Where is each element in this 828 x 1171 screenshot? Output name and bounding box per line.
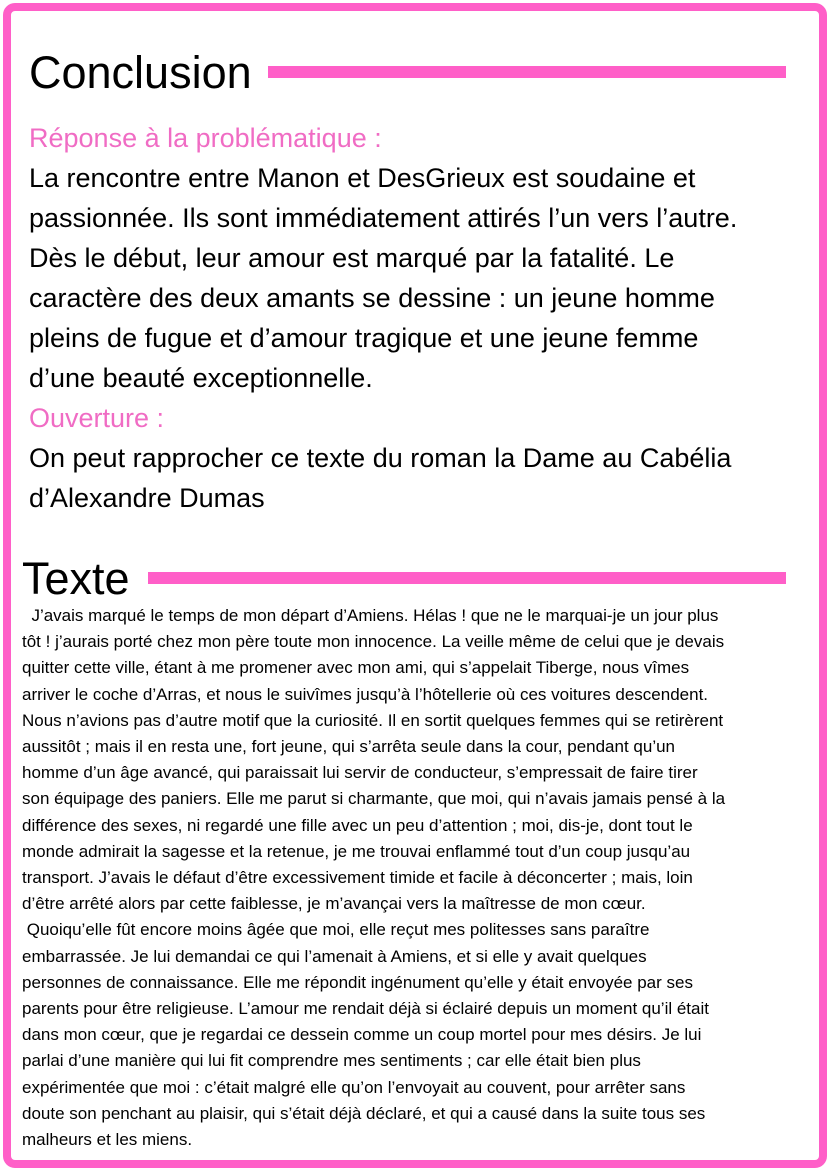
texte-title: Texte [22,553,130,604]
excerpt-line: aussitôt ; mais il en resta une, fort jeune, qui s’arrêta seule dans la cour, pendant qu’un [22,737,676,757]
excerpt-line: son équipage des paniers. Elle me parut si charmante, que moi, qui n’avais jamais pensé à la [22,789,726,809]
excerpt-line: J’avais marqué le temps de mon départ d’Amiens. Hélas ! que ne le marquai-je un jour plus [22,606,719,625]
reponse-line: caractère des deux amants se dessine : un jeune homme [29,283,715,313]
excerpt-line: doute son penchant au plaisir, qui s’était déjà déclaré, et qui a causé dans la suite tous ses [22,1103,706,1123]
excerpt-line: tôt ! j’aurais porté chez mon père toute mon innocence. La veille même de celui que je devais [22,632,725,652]
excerpt-line: monde admirait la sagesse et la retenue, je me trouvai enflammé tout d’un coup jusqu’au [22,841,691,861]
excerpt-line: d’être arrêté alors par cette faiblesse, je m’avançai vers la maîtresse de mon cœur. [22,894,646,914]
ouverture-label: Ouverture : [29,403,165,433]
excerpt-line: transport. J’avais le défaut d’être excessivement timide et facile à déconcerter ; mais, loin [22,868,693,888]
excerpt-line: différence des sexes, ni regardé une fille avec un peu d’attention ; moi, dis-je, dont tout le [22,815,693,835]
reponse-paragraph [29,158,809,398]
conclusion-heading-row [29,47,252,98]
excerpt-line: quitter cette ville, étant à me promener avec mon ami, qui s’appelait Tiberge, nous vîmes [22,658,690,678]
excerpt-line: dans mon cœur, que je regardai ce dessein comme un coup mortel pour mes désirs. Je lui [22,1025,702,1045]
reponse-line: d’une beauté exceptionnelle. [29,363,373,393]
texte-title-bar [148,572,786,584]
excerpt-line: arriver le coche d’Arras, et nous le suivîmes jusqu’à l’hôtellerie où ces voitures descendent. [22,684,709,704]
reponse-line: pleins de fugue et d’amour tragique et une jeune femme [29,323,699,353]
conclusion-body [29,118,809,518]
conclusion-title: Conclusion [29,47,252,98]
ouverture-paragraph [29,438,809,518]
ouverture-line: d’Alexandre Dumas [29,483,265,513]
reponse-line: La rencontre entre Manon et DesGrieux est soudaine et [29,163,696,193]
reponse-line: passionnée. Ils sont immédiatement attirés l’un vers l’autre. [29,203,738,233]
excerpt-line: malheurs et les miens. [22,1130,193,1150]
reponse-line: Dès le début, leur amour est marqué par la fatalité. Le [29,243,675,273]
excerpt-line: Nous n’avions pas d’autre motif que la curiosité. Il en sortit quelques femmes qui se retirèrent [22,710,724,730]
excerpt-line: personnes de connaissance. Elle me répondit ingénument qu’elle y était envoyée par ses [22,972,693,992]
texte-excerpt [22,603,807,1153]
excerpt-line: embarrassée. Je lui demandai ce qui l’amenait à Amiens, et si elle y avait quelques [22,946,647,966]
conclusion-title-bar [268,66,786,78]
excerpt-line: parlai d’une manière qui lui fit comprendre mes sentiments ; car elle était bien plus [22,1051,641,1071]
texte-heading-row [22,553,130,604]
ouverture-line: On peut rapprocher ce texte du roman la Dame au Cabélia [29,443,732,473]
excerpt-line: expérimentée que moi : c’était malgré elle qu’on l’envoyait au couvent, pour arrêter sans [22,1077,686,1097]
reponse-label: Réponse à la problématique : [29,123,382,153]
excerpt-line: Quoiqu’elle fût encore moins âgée que moi, elle reçut mes politesses sans paraître [22,920,650,940]
excerpt-line: parents pour être religieuse. L’amour me rendait déjà si éclairé depuis un moment qu’il était [22,999,709,1019]
excerpt-line: homme d’un âge avancé, qui paraissait lui servir de conducteur, s’empressait de faire tirer [22,763,698,783]
